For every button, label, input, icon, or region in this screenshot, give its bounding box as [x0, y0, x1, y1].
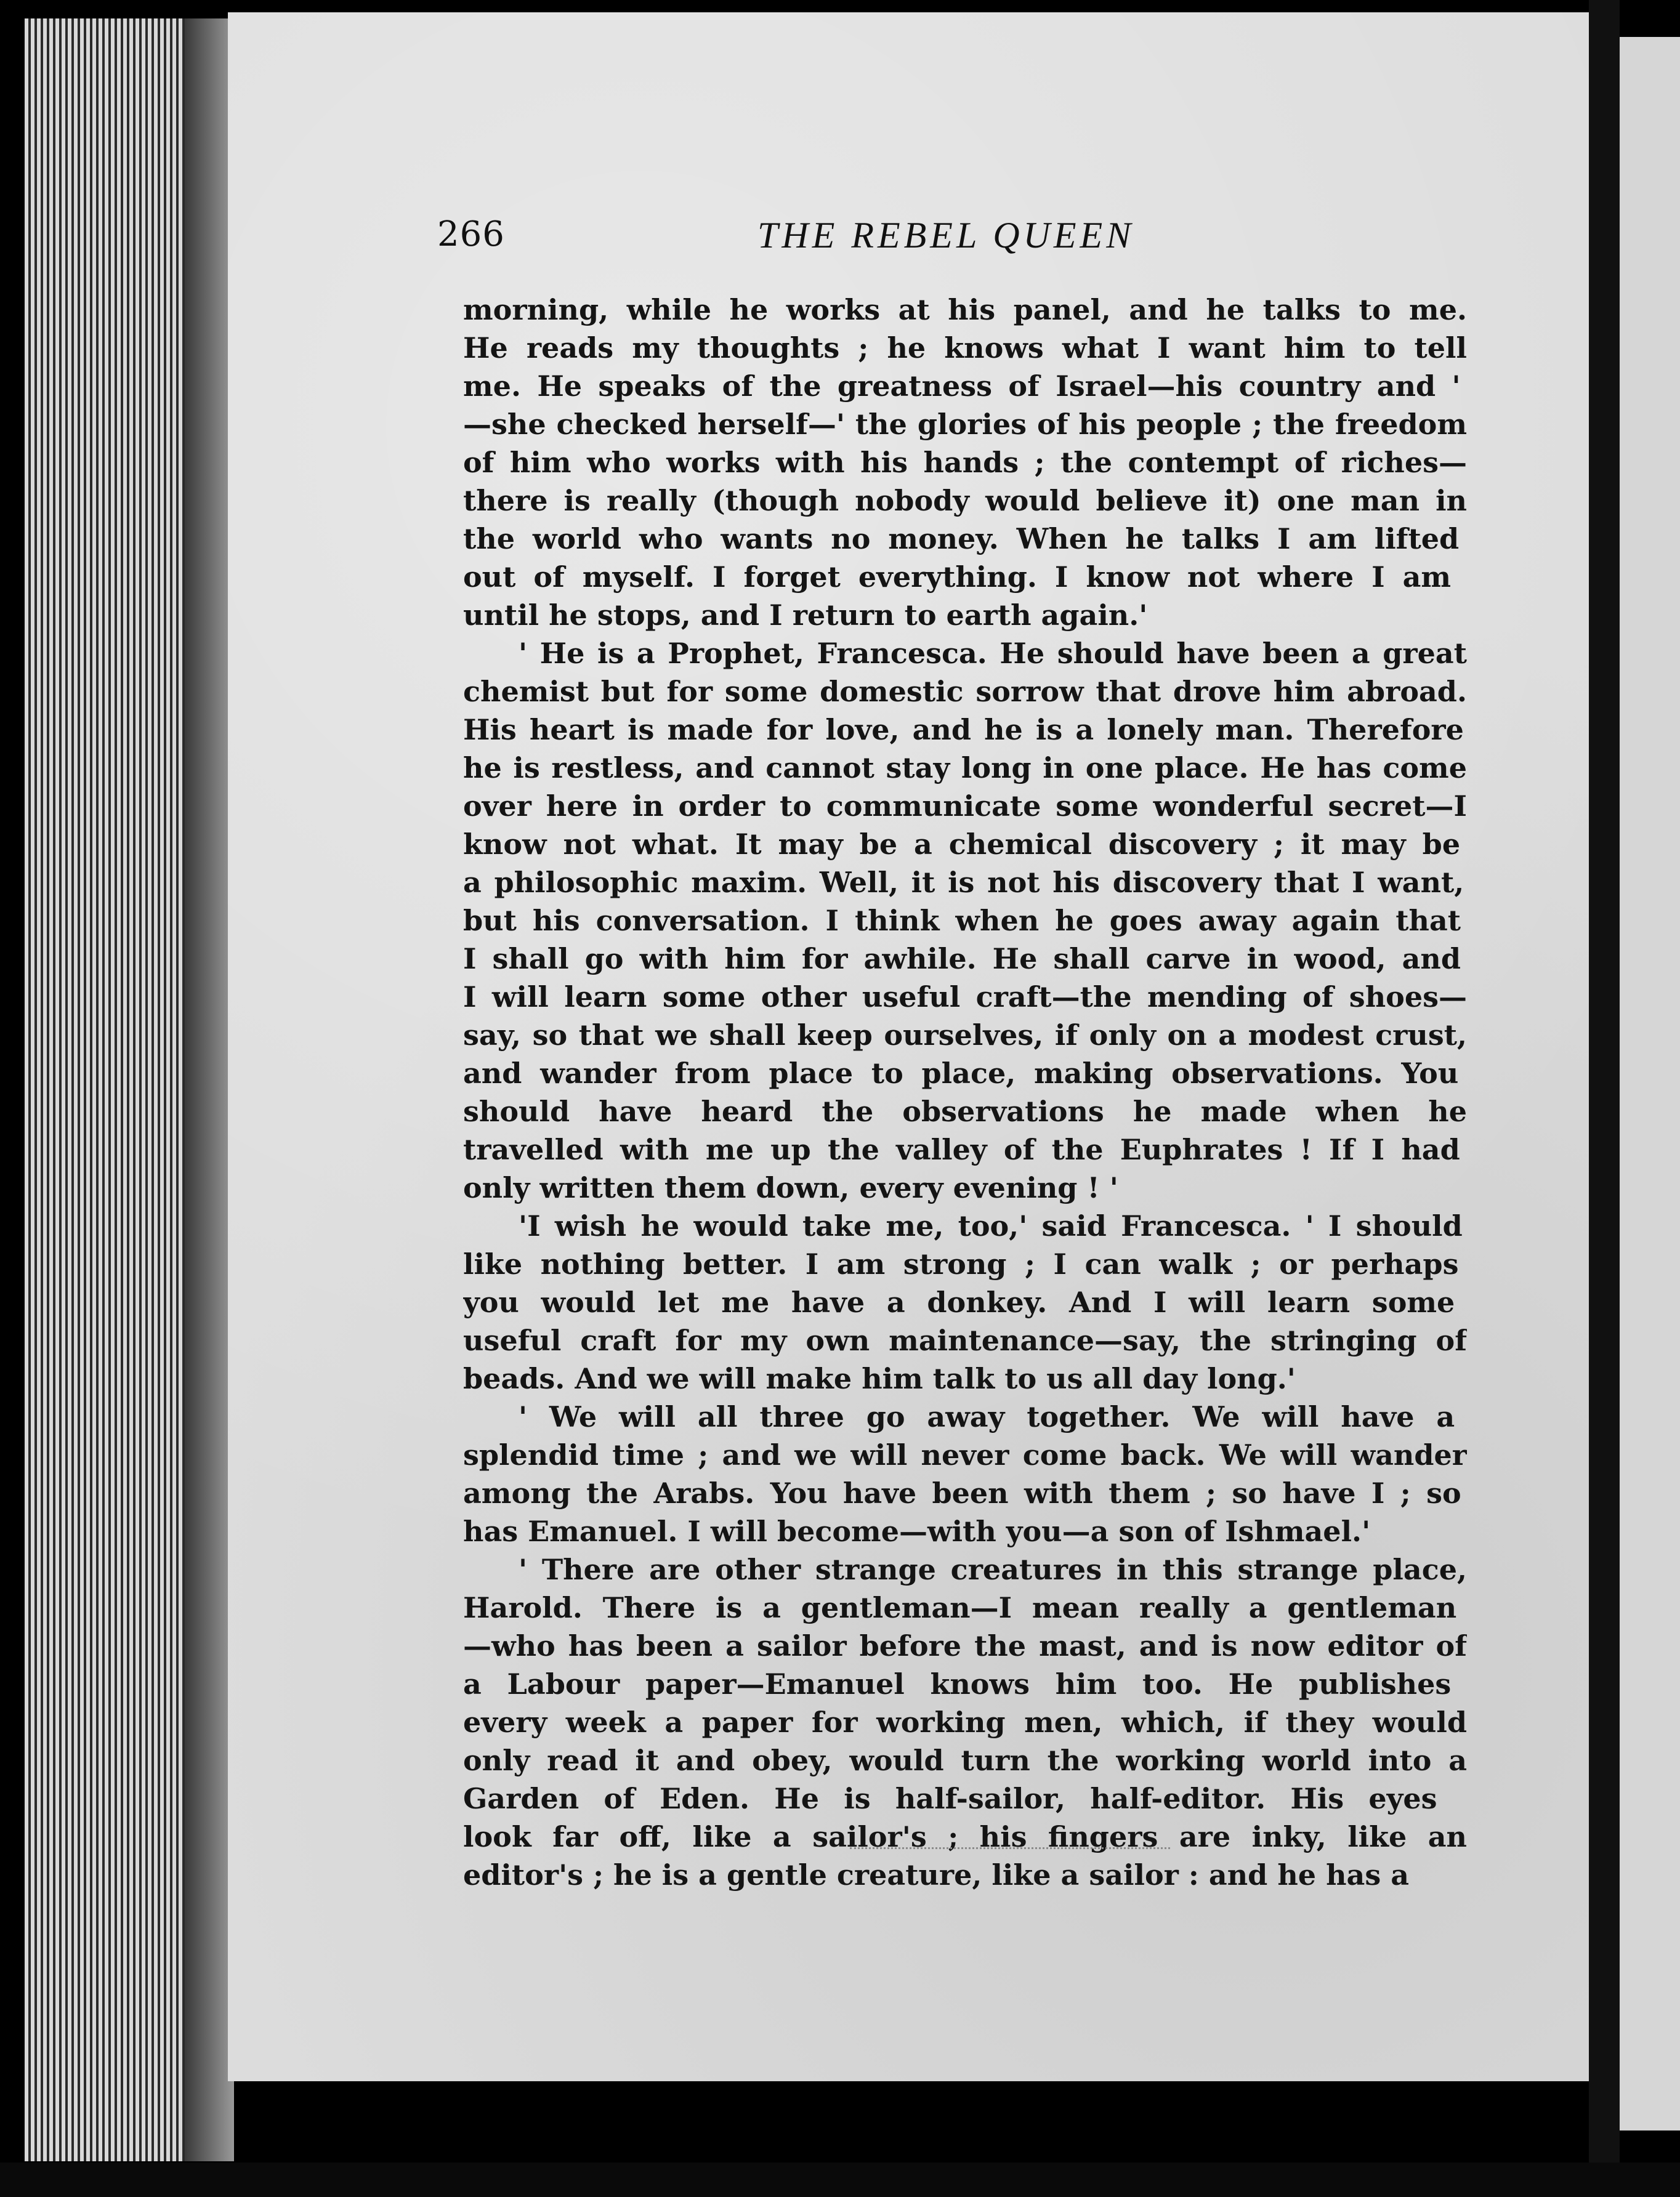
text-line: but his conversation. I think when he goes away again that: [463, 904, 1461, 937]
text-line: and wander from place to place, making observations. You: [463, 1057, 1459, 1090]
text-line: until he stops, and I return to earth again.': [463, 599, 1148, 632]
text-line: —she checked herself—' the glories of his people ; the freedom: [463, 408, 1467, 441]
text-line: ' We will all three go away together. We will have a: [519, 1400, 1455, 1433]
text-line: splendid time ; and we will never come back. We will wander: [463, 1438, 1467, 1472]
text-line: of him who works with his hands ; the contempt of riches—: [463, 446, 1467, 479]
text-line: over here in order to communicate some wonderful secret—I: [463, 789, 1467, 823]
right-gutter: [1589, 0, 1620, 2197]
page-number: 266: [437, 214, 505, 254]
text-line: beads. And we will make him talk to us all day long.': [463, 1362, 1296, 1395]
text-line: He reads my thoughts ; he knows what I want him to tell: [463, 331, 1467, 365]
text-line: like nothing better. I am strong ; I can walk ; or perhaps: [463, 1248, 1459, 1281]
text-line: should have heard the observations he made when he: [463, 1095, 1467, 1128]
text-line: say, so that we shall keep ourselves, if only on a modest crust,: [463, 1018, 1467, 1052]
text-line: a philosophic maxim. Well, it is not his discovery that I want,: [463, 866, 1464, 899]
text-line: Garden of Eden. He is half-sailor, half-editor. His eyes: [463, 1782, 1437, 1815]
text-line: 'I wish he would take me, too,' said Francesca. ' I should: [519, 1209, 1463, 1243]
text-line: I shall go with him for awhile. He shall carve in wood, and: [463, 942, 1461, 975]
scan-bottom-border: [0, 2163, 1680, 2197]
text-line: a Labour paper—Emanuel knows him too. He publishes: [463, 1667, 1452, 1701]
text-line: I will learn some other useful craft—the mending of shoes—: [463, 980, 1467, 1014]
text-line: ' He is a Prophet, Francesca. He should have been a great: [519, 637, 1467, 670]
text-line: —who has been a sailor before the mast, and is now editor of: [463, 1629, 1467, 1663]
text-line: he is restless, and cannot stay long in one place. He has come: [463, 751, 1467, 784]
text-line: you would let me have a donkey. And I will learn some: [463, 1286, 1455, 1319]
text-line: me. He speaks of the greatness of Israel—his country and ': [463, 369, 1461, 403]
text-line: only written them down, every evening ! ': [463, 1171, 1118, 1204]
fold-mark: [850, 1847, 1170, 1849]
text-line: every week a paper for working men, which, if they would: [463, 1706, 1467, 1739]
text-line: chemist but for some domestic sorrow that drove him abroad.: [463, 675, 1467, 708]
page-header: [437, 214, 1472, 270]
body-text: [463, 291, 1467, 1894]
text-line: look far off, like a sailor's ; his fingers are inky, like an: [463, 1820, 1467, 1853]
text-line: morning, while he works at his panel, and he talks to me.: [463, 293, 1467, 326]
facing-page-edge: [1620, 37, 1680, 2130]
text-line: only read it and obey, would turn the working world into a: [463, 1744, 1467, 1777]
text-line: travelled with me up the valley of the Euphrates ! If I had: [463, 1133, 1460, 1166]
text-line: ' There are other strange creatures in this strange place,: [519, 1553, 1467, 1586]
text-line: there is really (though nobody would believe it) one man in: [463, 484, 1467, 517]
text-line: Harold. There is a gentleman—I mean really a gentleman: [463, 1591, 1457, 1624]
text-line: among the Arabs. You have been with them ; so have I ; so: [463, 1477, 1461, 1510]
book-gutter-shadow: [185, 18, 234, 2161]
text-line: useful craft for my own maintenance—say, the stringing of: [463, 1324, 1467, 1357]
text-line: has Emanuel. I will become—with you—a son of Ishmael.': [463, 1515, 1371, 1548]
text-line: know not what. It may be a chemical discovery ; it may be: [463, 828, 1461, 861]
text-line: the world who wants no money. When he talks I am lifted: [463, 522, 1460, 555]
text-line: out of myself. I forget everything. I know not where I am: [463, 560, 1452, 594]
text-line: editor's ; he is a gentle creature, like a sailor : and he has a: [463, 1858, 1410, 1892]
text-line: His heart is made for love, and he is a lonely man. Therefore: [463, 713, 1464, 746]
running-head: THE REBEL QUEEN: [757, 215, 1135, 256]
